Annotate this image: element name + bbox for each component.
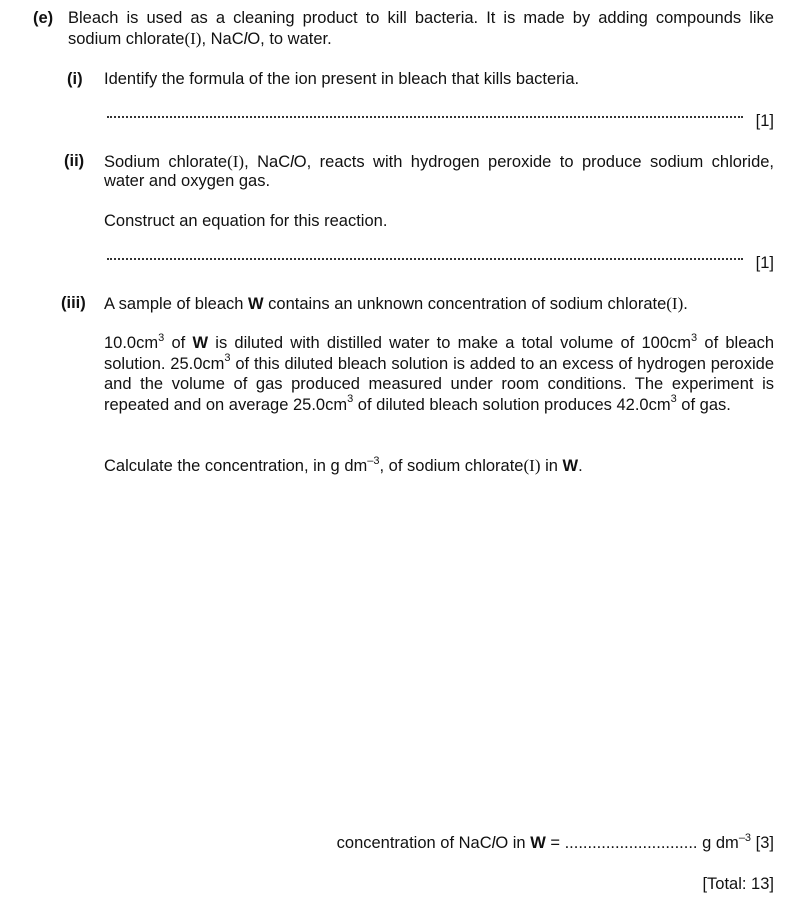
intro-line-2: sodium chlorate(I), NaClO, to water. [68, 29, 332, 48]
working-space[interactable] [104, 490, 774, 810]
part-ii-line-2: water and oxygen gas. [104, 172, 271, 190]
part-ii-line-1: Sodium chlorate(I), NaClO, reacts with hydrogen peroxide to produce sodium chloride, [104, 152, 775, 171]
mark-ii: [1] [755, 254, 774, 272]
answer-blank[interactable]: ............................. [564, 834, 698, 852]
mark-i: [1] [755, 112, 774, 130]
dotted-line [107, 112, 743, 118]
part-iii-intro: A sample of bleach W contains an unknown concentration of sodium chlorate(I). [104, 294, 688, 313]
part-iii-label: (iii) [61, 294, 86, 312]
mark-iii: [3] [751, 834, 774, 852]
answer-line-i[interactable] [0, 112, 810, 132]
part-iii-paragraph: $10.0cm^3$ of W is diluted with distilled water to make a total volume of $100cm^3$ of bleach solution. $25.0cm^3$ of this diluted bleach solution is added to an excess of hydrogen peroxide and the volume of gas produced measured under room conditions. The experiment is repeated and on average $25.0cm^3$ of diluted bleach solution produces $42.0cm^3$ of gas. [104, 331, 775, 414]
part-i-label: (i) [67, 70, 83, 88]
part-e-label: (e) [33, 9, 54, 27]
part-ii-instruction: Construct an equation for this reaction. [104, 212, 388, 230]
part-ii-label: (ii) [64, 152, 85, 170]
answer-line-ii[interactable] [0, 254, 810, 274]
total-marks: [Total: 13] [702, 875, 774, 893]
concentration-answer-line: concentration of NaClO in W = ............................. g $dm^{-3}$ [3] [336, 831, 774, 852]
dotted-line [107, 254, 743, 260]
part-iii-calculate: Calculate the concentration, in g $dm^{-3}$, of sodium chlorate(I) in W. [104, 454, 583, 475]
part-i-question: Identify the formula of the ion present in bleach that kills bacteria. [104, 70, 580, 88]
intro-line-1: Bleach is used as a cleaning product to kill bacteria. It is made by adding compounds like [68, 9, 774, 27]
